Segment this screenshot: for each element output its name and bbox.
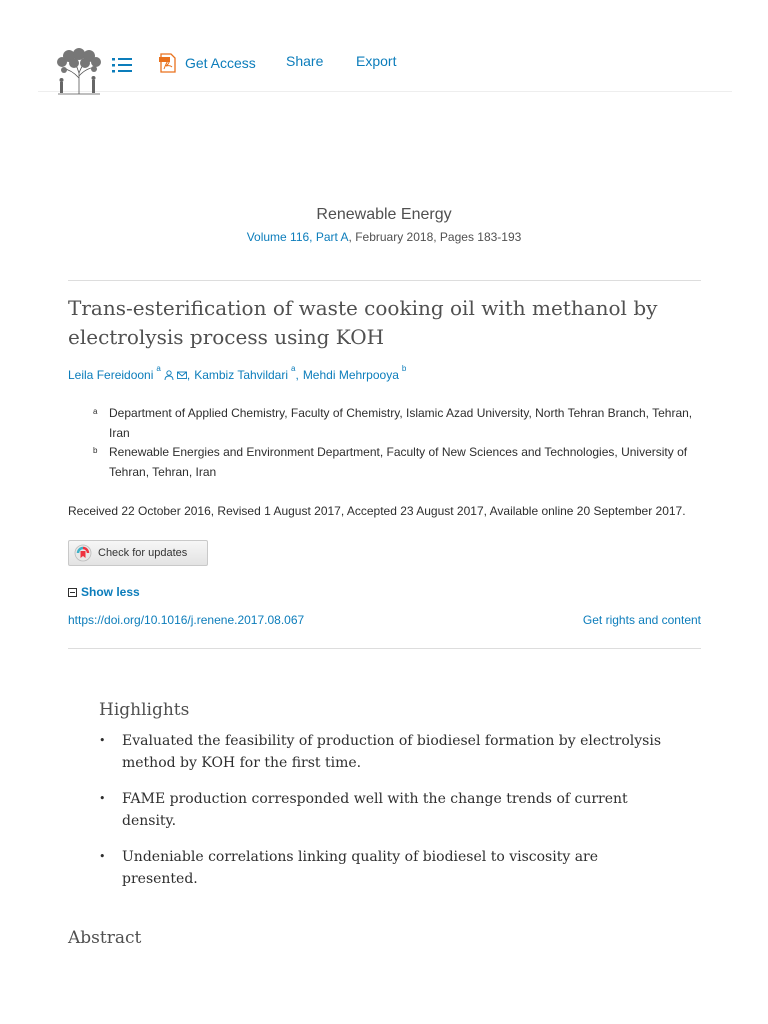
abstract-heading: Abstract xyxy=(68,928,142,948)
author-2[interactable]: Kambiz Tahvildari $^a$ xyxy=(194,364,296,382)
envelope-icon[interactable] xyxy=(177,370,187,380)
journal-meta xyxy=(0,230,768,244)
affiliation-a: a Department of Applied Chemistry, Faculty of Chemistry, Islamic Azad University, North Tehran Branch, Tehran, Iran xyxy=(93,406,693,440)
article-title: Trans-esterification of waste cooking oil with methanol by electrolysis process using KOH xyxy=(68,296,658,349)
rights-link[interactable]: Get rights and content xyxy=(582,613,701,627)
get-access-label: Get Access xyxy=(185,55,256,71)
doi-link[interactable]: https://doi.org/10.1016/j.renene.2017.08.067 xyxy=(68,613,305,627)
author-separator: , xyxy=(295,367,299,382)
article-toolbar xyxy=(38,44,732,92)
share-button[interactable]: Share xyxy=(286,53,324,69)
highlights-list xyxy=(99,730,669,904)
issue-date-pages: , February 2018, Pages 183-193 xyxy=(348,230,522,244)
elsevier-logo-icon[interactable] xyxy=(52,48,106,96)
highlights-heading: Highlights xyxy=(99,700,190,720)
show-less-toggle[interactable] xyxy=(68,585,140,599)
export-button[interactable]: Export xyxy=(356,53,397,69)
divider xyxy=(68,648,701,649)
person-icon[interactable] xyxy=(164,370,174,380)
check-for-updates-label: Check for updates xyxy=(98,547,188,559)
affiliations xyxy=(93,404,701,482)
table-of-contents-icon[interactable] xyxy=(112,56,132,74)
list-item: • Evaluated the feasibility of production of biodiesel formation by electrolysis method by KOH for the first time. xyxy=(99,730,669,774)
journal-title[interactable]: Renewable Energy xyxy=(316,206,452,223)
collapse-icon xyxy=(68,588,77,597)
divider xyxy=(68,280,701,281)
article-history: Received 22 October 2016, Revised 1 August 2017, Accepted 23 August 2017, Available online 20 September 2017. xyxy=(68,504,686,518)
list-item: • FAME production corresponded well with the change trends of current density. xyxy=(99,788,669,832)
pdf-icon xyxy=(158,53,178,73)
author-separator: , xyxy=(186,367,191,382)
author-1[interactable]: Leila Fereidooni $^a$ xyxy=(68,364,161,382)
get-access-button[interactable] xyxy=(158,53,256,73)
volume-link[interactable]: Volume 116, Part A xyxy=(246,230,349,244)
affiliation-b: b Renewable Energies and Environment Department, Faculty of New Sciences and Technologies, University of Tehran, Tehran, Iran xyxy=(93,445,688,479)
list-item: • Undeniable correlations linking quality of biodiesel to viscosity are presented. xyxy=(99,846,669,890)
author-3[interactable]: Mehdi Mehrpooya $^b$ xyxy=(302,364,407,382)
author-list xyxy=(68,364,407,382)
check-for-updates-button[interactable] xyxy=(68,540,208,566)
crossmark-icon xyxy=(74,544,92,562)
show-less-label: Show less xyxy=(81,585,140,599)
